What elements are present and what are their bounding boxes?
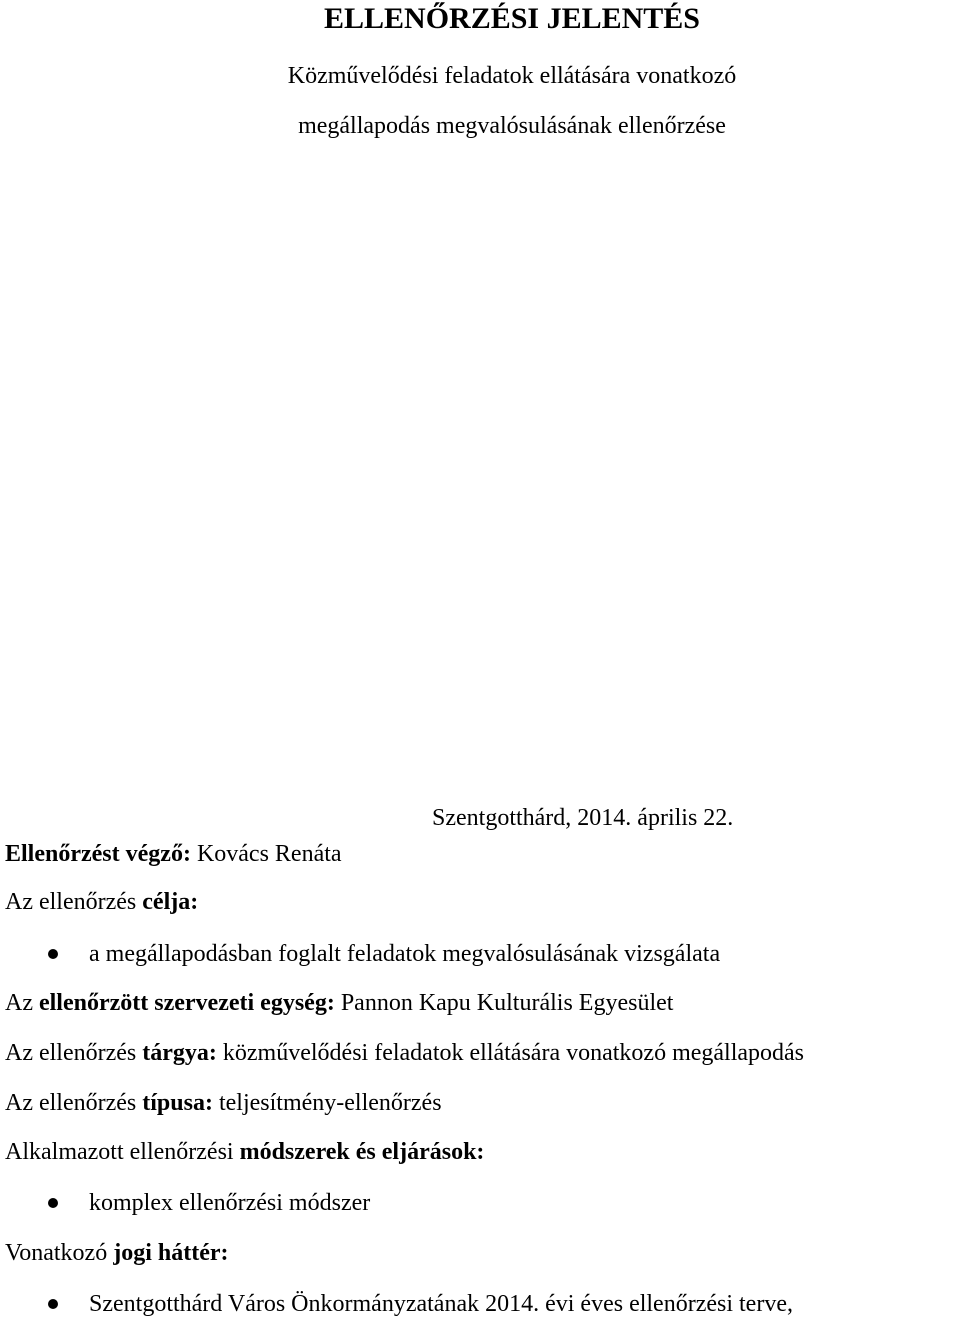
unit-prefix: Az	[5, 990, 39, 1016]
methods-bullet-text: komplex ellenőrzési módszer	[89, 1190, 371, 1216]
legal-prefix: Vonatkozó	[5, 1240, 114, 1266]
bullet-icon	[48, 1198, 58, 1208]
type-label: típusa:	[142, 1090, 213, 1116]
subject-value: közművelődési feladatok ellátására vonatkozó megállapodás	[216, 1040, 805, 1066]
inspector-label: Ellenőrzést végző:	[5, 841, 191, 867]
purpose-line	[5, 890, 198, 914]
subject-prefix: Az ellenőrzés	[5, 1040, 143, 1066]
subject-label: tárgya:	[142, 1040, 217, 1066]
bullet-icon	[48, 949, 58, 959]
legal-label: jogi háttér:	[113, 1240, 229, 1266]
methods-label: módszerek és eljárások:	[239, 1139, 485, 1165]
report-title: ELLENŐRZÉSI JELENTÉS	[324, 2, 700, 35]
unit-line	[5, 991, 673, 1015]
purpose-bullet-text: a megállapodásban foglalt feladatok megvalósulásának vizsgálata	[89, 941, 721, 967]
type-value: teljesítmény-ellenőrzés	[212, 1090, 442, 1116]
legal-bullet-text: Szentgotthárd Város Önkormányzatának 2014. évi éves ellenőrzési terve,	[89, 1291, 793, 1317]
purpose-prefix: Az ellenőrzés	[5, 889, 143, 915]
report-subtitle-line-1: Közművelődési feladatok ellátására vonatkozó	[287, 63, 737, 89]
methods-prefix: Alkalmazott ellenőrzési	[5, 1139, 240, 1165]
methods-line	[5, 1140, 484, 1164]
subject-line	[5, 1041, 804, 1065]
unit-value: Pannon Kapu Kulturális Egyesület	[334, 990, 674, 1016]
report-subtitle-line-2: megállapodás megvalósulásának ellenőrzése	[298, 113, 726, 139]
inspector-line	[5, 842, 342, 866]
place-and-date: Szentgotthárd, 2014. április 22.	[432, 805, 734, 831]
type-line	[5, 1091, 442, 1115]
unit-label: ellenőrzött szervezeti egység:	[38, 990, 335, 1016]
purpose-label: célja:	[142, 889, 199, 915]
type-prefix: Az ellenőrzés	[5, 1090, 143, 1116]
legal-line	[5, 1241, 229, 1265]
inspector-value: Kovács Renáta	[190, 841, 342, 867]
bullet-icon	[48, 1299, 58, 1309]
